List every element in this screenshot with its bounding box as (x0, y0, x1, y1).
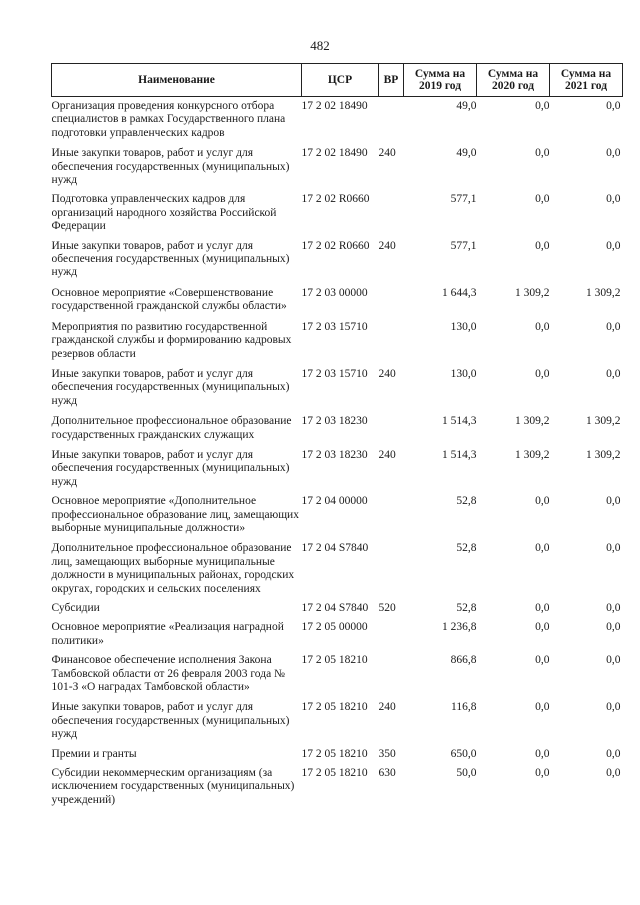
row-sum-2020: 1 309,2 (515, 415, 550, 428)
row-name: Иные закупки товаров, работ и услуг для обеспечения государственных (муниципальных) нужд (51, 448, 290, 488)
row-csr: 17 2 03 18230 (301, 448, 368, 461)
row-sum-2019: 52,8 (456, 495, 477, 508)
header-sum-2021: Сумма на 2021 год (550, 64, 623, 97)
table-row (52, 187, 623, 233)
row-name: Основное мероприятие «Дополнительное профессиональное образование лиц, замещающих выборные муниципальные должности» (51, 495, 299, 534)
row-vr (379, 489, 404, 535)
row-sum-2020: 0,0 (535, 193, 550, 206)
row-name: Иные закупки товаров, работ и услуг для обеспечения государственных (муниципальных) нужд (51, 701, 290, 741)
row-sum-2020: 0,0 (535, 767, 550, 780)
row-name: Основное мероприятие «Реализация наградной политики» (51, 621, 284, 647)
row-csr: 17 2 05 18210 (301, 747, 368, 760)
row-sum-2019: 1 514,3 (442, 448, 477, 461)
row-sum-2020: 0,0 (535, 495, 550, 508)
row-sum-2019: 130,0 (450, 367, 477, 380)
row-name: Премии и гранты (51, 747, 137, 760)
row-sum-2019: 49,0 (456, 100, 477, 112)
table-row (52, 648, 623, 694)
row-name: Финансовое обеспечение исполнения Закона Тамбовской области от 26 февраля 2003 года № 101-З «О наградах Тамбовской области» (51, 654, 286, 694)
row-sum-2019: 650,0 (450, 747, 477, 760)
table-row (52, 596, 623, 615)
row-sum-2019: 866,8 (450, 654, 477, 667)
row-sum-2020: 1 309,2 (515, 286, 550, 299)
row-csr: 17 2 05 18210 (301, 654, 368, 667)
row-vr: 240 (378, 147, 396, 160)
row-sum-2019: 577,1 (450, 239, 477, 252)
header-name: Наименование (52, 64, 302, 97)
table-row (52, 694, 623, 741)
row-csr: 17 2 04 S7840 (301, 602, 369, 614)
row-name: Субсидии (51, 602, 100, 614)
row-sum-2021: 0,0 (606, 147, 621, 160)
header-sum-2020: Сумма на 2020 год (477, 64, 550, 97)
row-sum-2020: 0,0 (535, 542, 550, 555)
table-row (52, 280, 623, 314)
row-sum-2019: 130,0 (450, 320, 477, 333)
row-csr: 17 2 03 18230 (301, 415, 368, 428)
table-row (52, 442, 623, 489)
row-vr (379, 97, 404, 141)
row-sum-2021: 0,0 (606, 100, 621, 112)
row-name: Субсидии некоммерческим организациям (за исключением государственных (муниципальных) учреждений) (51, 767, 295, 806)
row-vr: 520 (378, 602, 396, 614)
table-body (52, 97, 623, 808)
row-csr: 17 2 02 18490 (301, 147, 368, 160)
row-sum-2021: 0,0 (606, 654, 621, 667)
row-vr: 240 (378, 448, 396, 461)
row-vr (379, 535, 404, 596)
row-name: Мероприятия по развитию государственной гражданской службы и формированию кадровых резервов области (51, 320, 292, 360)
row-vr (379, 314, 404, 361)
row-sum-2021: 1 309,2 (586, 448, 621, 461)
table-row (52, 761, 623, 807)
row-csr: 17 2 03 00000 (301, 286, 368, 299)
row-vr: 240 (378, 239, 396, 252)
row-vr: 350 (378, 747, 396, 760)
budget-table (51, 63, 623, 807)
row-sum-2021: 0,0 (606, 320, 621, 333)
row-csr: 17 2 03 15710 (301, 367, 368, 380)
row-csr: 17 2 02 R0660 (301, 193, 370, 206)
row-sum-2021: 0,0 (606, 367, 621, 380)
row-sum-2019: 116,8 (451, 701, 477, 714)
table-row (52, 408, 623, 442)
row-sum-2019: 577,1 (450, 193, 477, 206)
row-vr (379, 187, 404, 233)
row-sum-2020: 0,0 (535, 747, 550, 760)
row-sum-2019: 50,0 (456, 767, 477, 780)
row-sum-2020: 0,0 (535, 147, 550, 160)
row-sum-2020: 0,0 (535, 602, 550, 614)
table-row (52, 361, 623, 408)
table-row (52, 140, 623, 187)
row-sum-2020: 0,0 (535, 654, 550, 667)
row-vr (379, 408, 404, 442)
row-sum-2019: 1 514,3 (442, 415, 477, 428)
row-sum-2019: 49,0 (456, 147, 477, 160)
table-row (52, 742, 623, 761)
row-sum-2021: 0,0 (606, 621, 621, 634)
row-csr: 17 2 05 00000 (301, 621, 368, 634)
row-name: Дополнительное профессиональное образование государственных гражданских служащих (51, 415, 292, 441)
table-row (52, 234, 623, 280)
row-sum-2020: 0,0 (535, 621, 550, 634)
row-csr: 17 2 02 18490 (301, 100, 368, 112)
row-vr (379, 280, 404, 314)
row-name: Организация проведения конкурсного отбора специалистов в рамках Государственного плана подготовки управленческих кадров (51, 100, 286, 139)
row-csr: 17 2 03 15710 (301, 320, 368, 333)
row-sum-2019: 52,8 (456, 542, 477, 555)
table-row (52, 489, 623, 535)
row-sum-2021: 0,0 (606, 193, 621, 206)
row-name: Иные закупки товаров, работ и услуг для обеспечения государственных (муниципальных) нужд (51, 147, 290, 187)
header-vr: ВР (379, 64, 404, 97)
row-sum-2021: 0,0 (606, 239, 621, 252)
row-sum-2021: 0,0 (606, 701, 621, 714)
row-sum-2020: 0,0 (535, 367, 550, 380)
table-row (52, 615, 623, 648)
row-vr (379, 615, 404, 648)
row-sum-2021: 0,0 (606, 602, 621, 614)
row-sum-2019: 52,8 (456, 602, 477, 614)
row-name: Подготовка управленческих кадров для организаций народного хозяйства Российской Федерации (51, 193, 277, 233)
row-vr: 240 (378, 367, 396, 380)
row-sum-2019: 1 644,3 (442, 286, 477, 299)
row-csr: 17 2 05 18210 (301, 701, 368, 714)
row-sum-2021: 0,0 (606, 495, 621, 508)
table-row (52, 314, 623, 361)
row-csr: 17 2 05 18210 (301, 767, 368, 780)
header-csr: ЦСР (302, 64, 379, 97)
row-sum-2021: 1 309,2 (586, 415, 621, 428)
row-sum-2020: 0,0 (535, 239, 550, 252)
header-sum-2019: Сумма на 2019 год (404, 64, 477, 97)
row-sum-2021: 0,0 (606, 767, 621, 780)
row-sum-2020: 1 309,2 (515, 448, 550, 461)
row-sum-2021: 0,0 (606, 542, 621, 555)
row-sum-2020: 0,0 (535, 701, 550, 714)
row-sum-2020: 0,0 (535, 100, 550, 112)
row-csr: 17 2 02 R0660 (301, 239, 370, 252)
row-sum-2020: 0,0 (535, 320, 550, 333)
row-sum-2021: 0,0 (606, 747, 621, 760)
row-name: Иные закупки товаров, работ и услуг для обеспечения государственных (муниципальных) нужд (51, 239, 290, 279)
row-vr: 240 (378, 701, 396, 714)
row-name: Дополнительное профессиональное образование лиц, замещающих выборные муниципальные должности в муниципальных районах, городских округах, городских и сельских поселениях (51, 542, 295, 595)
row-name: Основное мероприятие «Совершенствование государственной гражданской службы области» (51, 286, 287, 313)
row-name: Иные закупки товаров, работ и услуг для обеспечения государственных (муниципальных) нужд (51, 367, 290, 407)
table-row (52, 97, 623, 141)
row-sum-2019: 1 236,8 (442, 621, 477, 634)
table-row (52, 535, 623, 596)
row-vr: 630 (378, 767, 396, 780)
table-header-row (52, 64, 623, 97)
page-number: 482 (310, 38, 330, 53)
row-vr (379, 648, 404, 694)
row-csr: 17 2 04 S7840 (301, 542, 369, 555)
row-sum-2021: 1 309,2 (586, 286, 621, 299)
row-csr: 17 2 04 00000 (301, 495, 368, 508)
